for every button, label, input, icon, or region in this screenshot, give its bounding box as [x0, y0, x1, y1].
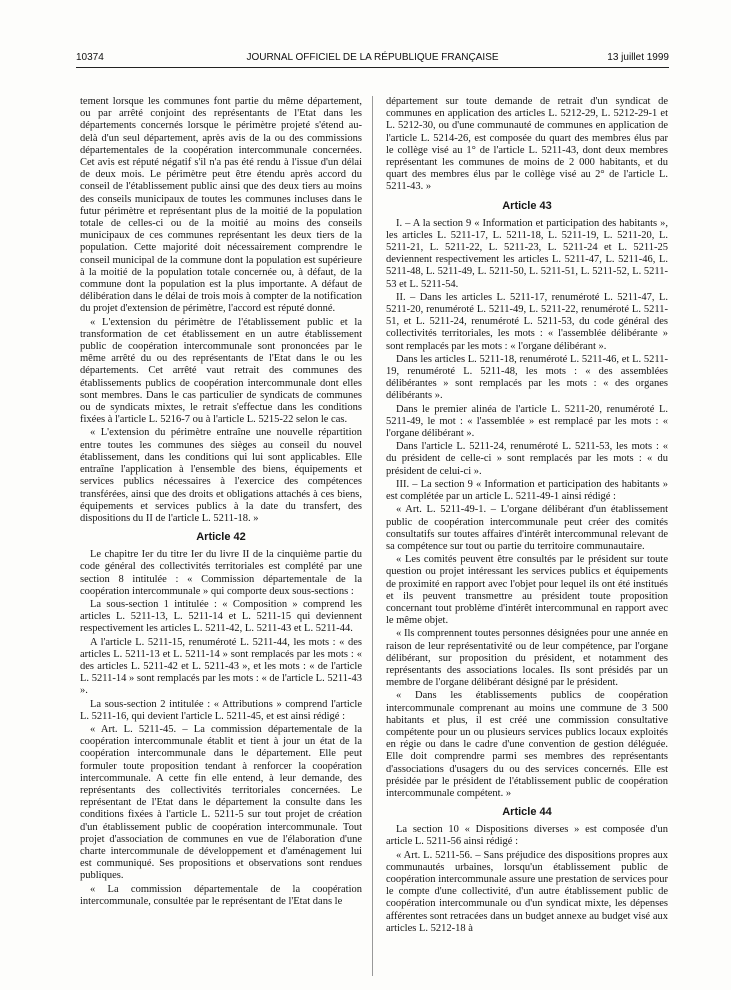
paragraph: « Les comités peuvent être consultés par le président sur toute question ou projet intéressant les services publics et équipements de proximité en rapport avec l'objet pour lequel ils ont été institués et ils peuvent transmettre au président toute proposition concernant tout problème d'intérêt intercommunal en rapport avec le même objet. — [386, 554, 668, 627]
paragraph: La sous-section 2 intitulée : « Attributions » comprend l'article L. 5211-16, qui devient l'article L. 5211-45, et est ainsi rédigé : — [80, 698, 362, 722]
paragraph: La section 10 « Dispositions diverses » est composée d'un article L. 5211-56 ainsi rédigé : — [386, 824, 668, 848]
paragraph: tement lorsque les communes font partie du même département, ou par arrêté conjoint des représentants de l'Etat dans les départements concernés lorsque le périmètre projeté s'étend au-delà d'un seul département, après avis de la ou des commissions départementales de la coopération intercommunale concernées. Cet avis est réputé négatif s'il n'a pas été rendu à l'issue d'un délai de deux mois. Le périmètre peut être étendu après accord du conseil de l'établissement public ainsi que des deux tiers au moins des conseils municipaux de toutes les communes incluses dans le futur périmètre et représentant plus de la moitié de la population totale de celles-ci ou de la moitié au moins des conseils municipaux de ces communes représentant les deux tiers de la population. Cette majorité doit nécessairement comprendre le conseil municipal de la commune dont la population est supérieure à la moitié de la population totale concernée ou, à défaut, de la commune dont la population est la plus importante. A défaut de délibération dans le délai de trois mois à compter de la notification du projet d'extension de périmètre, l'accord est réputé donné. — [80, 96, 362, 315]
paragraph: III. – La section 9 « Information et participation des habitants » est complétée par un article L. 5211-49-1 ainsi rédigé : — [386, 478, 668, 503]
paragraph: « Art. L. 5211-49-1. – L'organe délibérant d'un établissement public de coopération intercommunale peut créer des comités consultatifs sur toutes affaires d'intérêt intercommunal relevant de sa compétence sur tout ou partie du territoire communautaire. — [386, 504, 668, 552]
paragraph: La sous-section 1 intitulée : « Composition » comprend les articles L. 5211-13, L. 5211-14 et L. 5211-15 qui deviennent respectivement les articles L. 5211-42, L. 5211-43 et L. 5211-44. — [80, 598, 362, 635]
paragraph: Le chapitre Ier du titre Ier du livre II de la cinquième partie du code général des collectivités territoriales est complété par une section 8 intitulée : « Commission départementale de la coopération intercommunale » qui comporte deux sous-sections : — [80, 549, 362, 597]
header-rule — [76, 67, 669, 68]
left-column — [80, 96, 362, 974]
paragraph: II. – Dans les articles L. 5211-17, renuméroté L. 5211-47, L. 5211-20, renuméroté L. 5211-49, L. 5211-22, renuméroté L. 5211-51, et L. 5211-24, renuméroté L. 5211-53, du code général des collectivités territoriales, les mots : « l'assemblée délibérante » sont remplacés par les mots : « l'organe délibérant ». — [386, 291, 668, 352]
right-column — [386, 96, 668, 974]
paragraph: « Art. L. 5211-56. – Sans préjudice des dispositions propres aux communautés urbaines, lorsqu'un établissement public de coopération intercommunale assure une prestation de services pour le compte d'une collectivité, d'un autre établissement public de coopération intercommunale ou d'un syndicat mixte, les dépenses afférentes sont retracées dans un budget annexe au budget visé aux articles L. 5212-18 à — [386, 849, 668, 934]
paragraph: département sur toute demande de retrait d'un syndicat de communes en application des articles L. 5212-29, L. 5212-29-1 et L. 5212-30, ou d'une communauté de communes en application de l'article L. 5214-26, est composée du quart des membres élus par le collège visé au 1° de l'article L. 5211-43, dont deux membres représentant les communes de moins de 2 000 habitants, et du quart des membres élus par le collège visé au 2° de l'article L. 5211-43. » — [386, 96, 668, 193]
page-number: 10374 — [76, 52, 104, 63]
paragraph: Dans le premier alinéa de l'article L. 5211-20, renuméroté L. 5211-49, le mot : « l'assemblée » est remplacé par les mots : « l'organe délibérant ». — [386, 403, 668, 440]
paragraph: Dans l'article L. 5211-24, renuméroté L. 5211-53, les mots : « du président de celle-ci » sont remplacés par les mots : « du président de celui-ci ». — [386, 441, 668, 477]
publication-date: 13 juillet 1999 — [607, 52, 669, 63]
article-heading: Article 43 — [502, 199, 552, 212]
article-heading: Article 44 — [502, 806, 552, 819]
paragraph: « Art. L. 5211-45. – La commission départementale de la coopération intercommunale établit et tient à jour un état de la coopération intercommunale dans le département. Elle peut formuler toute proposition tendant à renforcer la coopération intercommunale. A cette fin elle entend, à leur demande, des représentants des collectivités territoriales concernées. Le représentant de l'Etat dans le département la consulte dans les conditions fixées à l'article L. 5211-5 sur tout projet de création d'un établissement public de coopération intercommunale. Tout projet d'association de communes en vue de l'élaboration d'une charte intercommunale de développement et d'aménagement lui est communiqué. Ses propositions et observations sont rendues publiques. — [80, 723, 362, 882]
paragraph: « La commission départementale de la coopération intercommunale, consultée par le représentant de l'Etat dans le — [80, 883, 362, 907]
paragraph: « Dans les établissements publics de coopération intercommunale comprenant au moins une commune de 3 500 habitants et plus, il est créé une commission consultative compétente pour un ou plusieurs services publics locaux exploités en régie ou dans le cadre d'une convention de gestion déléguée. Elle doit comprendre parmi ses membres des représentants d'associations d'usagers du ou des services concernés. Elle est présidée par le président de l'établissement public de coopération intercommunale compétent. » — [386, 690, 668, 799]
paragraph: « Ils comprennent toutes personnes désignées pour une année en raison de leur représentativité ou de leur compétence, par l'organe délibérant, sur proposition du président, et notamment des représentants des associations locales. Ils sont présidés par un membre de l'organe délibérant désigné par le président. — [386, 628, 668, 689]
paragraph: « L'extension du périmètre entraîne une nouvelle répartition entre toutes les communes des sièges au conseil du nouvel établissement, dans les conditions qui lui sont applicables. Elle entraîne l'application à l'ensemble des biens, équipements et services publics nécessaires à l'exercice des compétences transférées, ainsi que des droits et obligations attachés à ces biens, équipements et services publics à la date du transfert, des dispositions du II de l'article L. 5211-18. » — [80, 427, 362, 524]
column-divider — [372, 96, 373, 976]
paragraph: « L'extension du périmètre de l'établissement public et la transformation de cet établissement en un autre établissement public de coopération intercommunale sont prononcées par le même arrêté du ou des représentants de l'Etat dans le ou les départements. Cet arrêté vaut retrait des communes des établissements publics de coopération intercommunale dont elles sont membres. Dans le cas particulier de syndicats de communes ou de syndicats mixtes, le retrait s'effectue dans les conditions fixées à l'article L. 5216-7 ou à l'article L. 5215-22 selon le cas. — [80, 316, 362, 426]
paragraph: I. – A la section 9 « Information et participation des habitants », les articles L. 5211-17, L. 5211-18, L. 5211-19, L. 5211-20, L. 5211-21, L. 5211-22, L. 5211-23, L. 5211-24 et L. 5211-25 deviennent respectivement les articles L. 5211-47, L. 5211-46, L. 5211-48, L. 5211-49, L. 5211-50, L. 5211-51, L. 5211-52, L. 5211-53 et L. 5211-54. — [386, 217, 668, 290]
paragraph: Dans les articles L. 5211-18, renuméroté L. 5211-46, et L. 5211-19, renuméroté L. 5211-48, les mots : « des assemblées délibérantes » sont remplacés par les mots : « des organes délibérants ». — [386, 353, 668, 402]
journal-title: JOURNAL OFFICIEL DE LA RÉPUBLIQUE FRANÇAISE — [246, 52, 499, 63]
article-heading: Article 42 — [196, 531, 246, 544]
page-header — [76, 52, 669, 68]
paragraph: A l'article L. 5211-15, renuméroté L. 5211-44, les mots : « des articles L. 5211-13 et L. 5211-14 » sont remplacés par les mots : « des articles L. 5211-42 et L. 5211-43 », et les mots : « de l'article L. 5211-14 » sont remplacés par les mots : « de l'article L. 5211-43 ». — [80, 636, 362, 697]
